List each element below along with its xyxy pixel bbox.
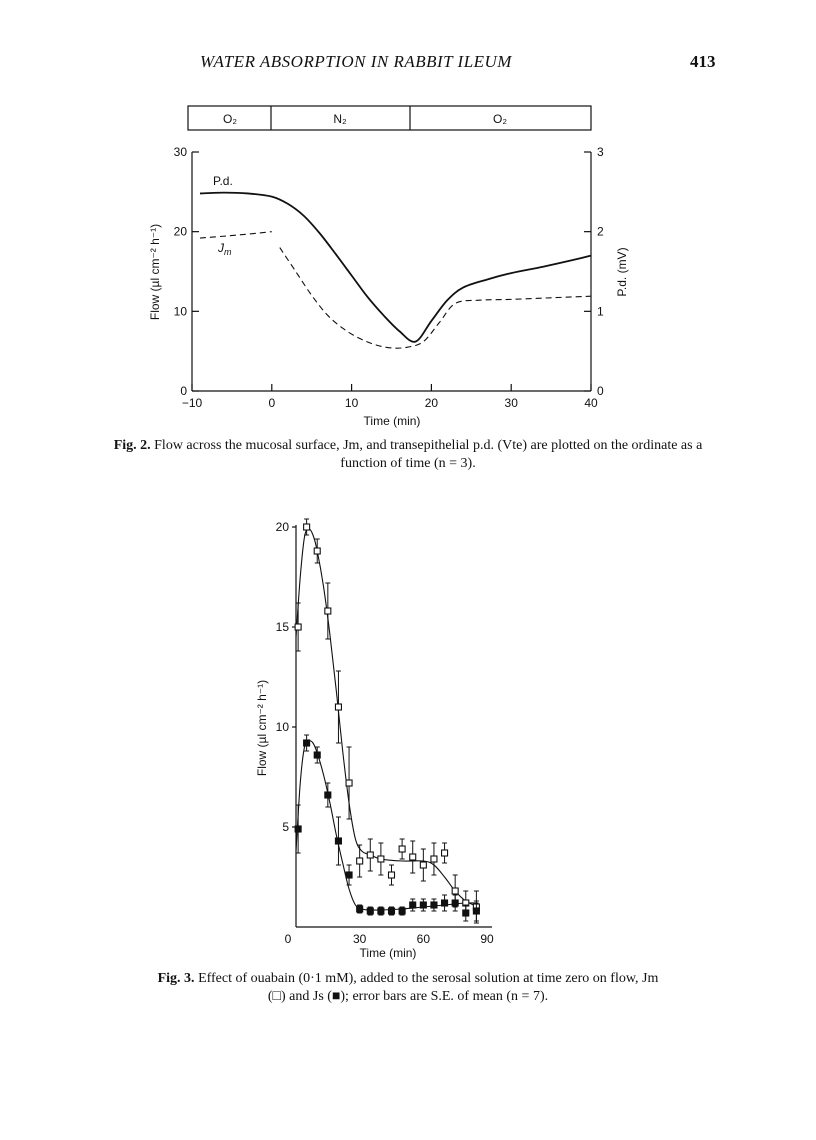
fig2-x-tick-label: 0	[268, 396, 276, 410]
jm-data-point	[295, 624, 301, 630]
jm-data-point	[410, 854, 416, 860]
jm-series-label: $J_m$	[218, 241, 232, 257]
js-data-point	[367, 908, 373, 914]
page-number: 413	[690, 52, 716, 71]
fig3-y-tick-label: 5	[282, 820, 289, 834]
jm-series-line	[200, 232, 272, 238]
fig2-y-tick-label: 30	[173, 145, 187, 159]
jm-data-point	[304, 524, 310, 530]
js-data-point	[314, 752, 320, 758]
figure-2-caption	[100, 437, 716, 473]
fig2-x-tick-label: −10	[181, 396, 203, 410]
fig3-x-tick-label: 30	[352, 932, 367, 946]
figure-2-caption-text: Flow across the mucosal surface, Jm, and transepithelial p.d. (Vte) are plotted on the ordinate as a function of time (n = 3).	[154, 438, 703, 471]
jm-data-point	[378, 856, 384, 862]
js-data-point	[357, 906, 363, 912]
fig2-x-tick-label: 40	[584, 396, 598, 410]
js-data-point	[378, 908, 384, 914]
fig2-x-tick-label: 30	[504, 396, 518, 410]
fig3-y-tick-label: 15	[275, 620, 289, 634]
fig3-y-tick-label: 20	[275, 520, 289, 534]
figure-3-chart	[0, 515, 816, 960]
figure-2-chart	[0, 100, 816, 435]
fig3-y-tick-label: 10	[275, 720, 289, 734]
fig2-x-tick-label: 10	[344, 396, 359, 410]
jm-data-point	[346, 780, 352, 786]
jm-series-line	[280, 248, 591, 349]
fig2-y-axis-title: Flow (µl cm⁻² h⁻¹)	[148, 223, 162, 321]
js-data-point	[420, 902, 426, 908]
js-data-point	[431, 902, 437, 908]
running-head	[0, 52, 816, 76]
running-title: WATER ABSORPTION IN RABBIT ILEUM	[200, 52, 512, 71]
condition-o2-first: O₂	[223, 112, 237, 126]
jm-fit-curve	[296, 529, 479, 907]
fig3-x-tick-label: 60	[416, 932, 431, 946]
fig3-y-axis-title: Flow (µl cm⁻² h⁻¹)	[255, 679, 269, 777]
condition-n2: N₂	[333, 112, 347, 126]
fig2-y-tick-label: 0	[180, 384, 187, 398]
js-data-point	[304, 740, 310, 746]
figure-3-caption-line-1: Effect of ouabain (0·1 mM), added to the serosal solution at time zero on flow, Jm	[198, 971, 659, 986]
js-data-point	[399, 908, 405, 914]
fig2-y2-tick-label: 2	[597, 224, 604, 239]
js-data-point	[463, 910, 469, 916]
figure-3-caption	[100, 970, 716, 1006]
js-data-point	[452, 900, 458, 906]
js-data-point	[442, 900, 448, 906]
jm-data-point	[420, 862, 426, 868]
fig2-y-tick-label: 20	[173, 224, 187, 239]
figure-2	[0, 100, 816, 471]
jm-data-point	[367, 852, 373, 858]
jm-data-point	[389, 872, 395, 878]
js-data-point	[335, 838, 341, 844]
jm-data-point	[325, 608, 331, 614]
js-data-point	[410, 902, 416, 908]
figure-2-label: Fig. 2.	[113, 438, 151, 453]
condition-bar	[188, 106, 591, 130]
pd-series-line	[200, 193, 591, 342]
js-data-point	[473, 908, 479, 914]
fig2-y2-tick-label: 3	[597, 145, 604, 159]
jm-data-point	[431, 856, 437, 862]
figure-3-caption-line-2: (□) and Js (■); error bars are S.E. of mean (n = 7).	[267, 989, 549, 1004]
fig2-y-tick-label: 10	[173, 304, 187, 319]
fig3-x-tick-label: 0	[284, 932, 292, 946]
fig3-x-axis-title: Time (min)	[359, 946, 417, 960]
jm-data-point	[399, 846, 405, 852]
condition-o2-second: O₂	[493, 112, 507, 126]
jm-data-point	[335, 704, 341, 710]
js-data-point	[295, 826, 301, 832]
fig2-y2-axis-title: P.d. (mV)	[615, 247, 629, 297]
js-data-point	[389, 908, 395, 914]
fig2-y2-tick-label: 1	[597, 304, 604, 319]
jm-data-point	[314, 548, 320, 554]
fig2-y2-tick-label: 0	[597, 384, 604, 398]
pd-series-label: P.d.	[213, 174, 233, 188]
jm-data-point	[452, 888, 458, 894]
js-data-point	[346, 872, 352, 878]
js-fit-curve	[296, 741, 479, 910]
fig2-x-axis-title: Time (min)	[363, 414, 421, 428]
fig3-x-tick-label: 90	[480, 932, 494, 946]
figure-3-label: Fig. 3.	[157, 971, 195, 986]
js-data-point	[325, 792, 331, 798]
figure-3	[0, 515, 816, 1025]
fig2-x-tick-label: 20	[424, 396, 439, 410]
jm-data-point	[357, 858, 363, 864]
jm-data-point	[442, 850, 448, 856]
